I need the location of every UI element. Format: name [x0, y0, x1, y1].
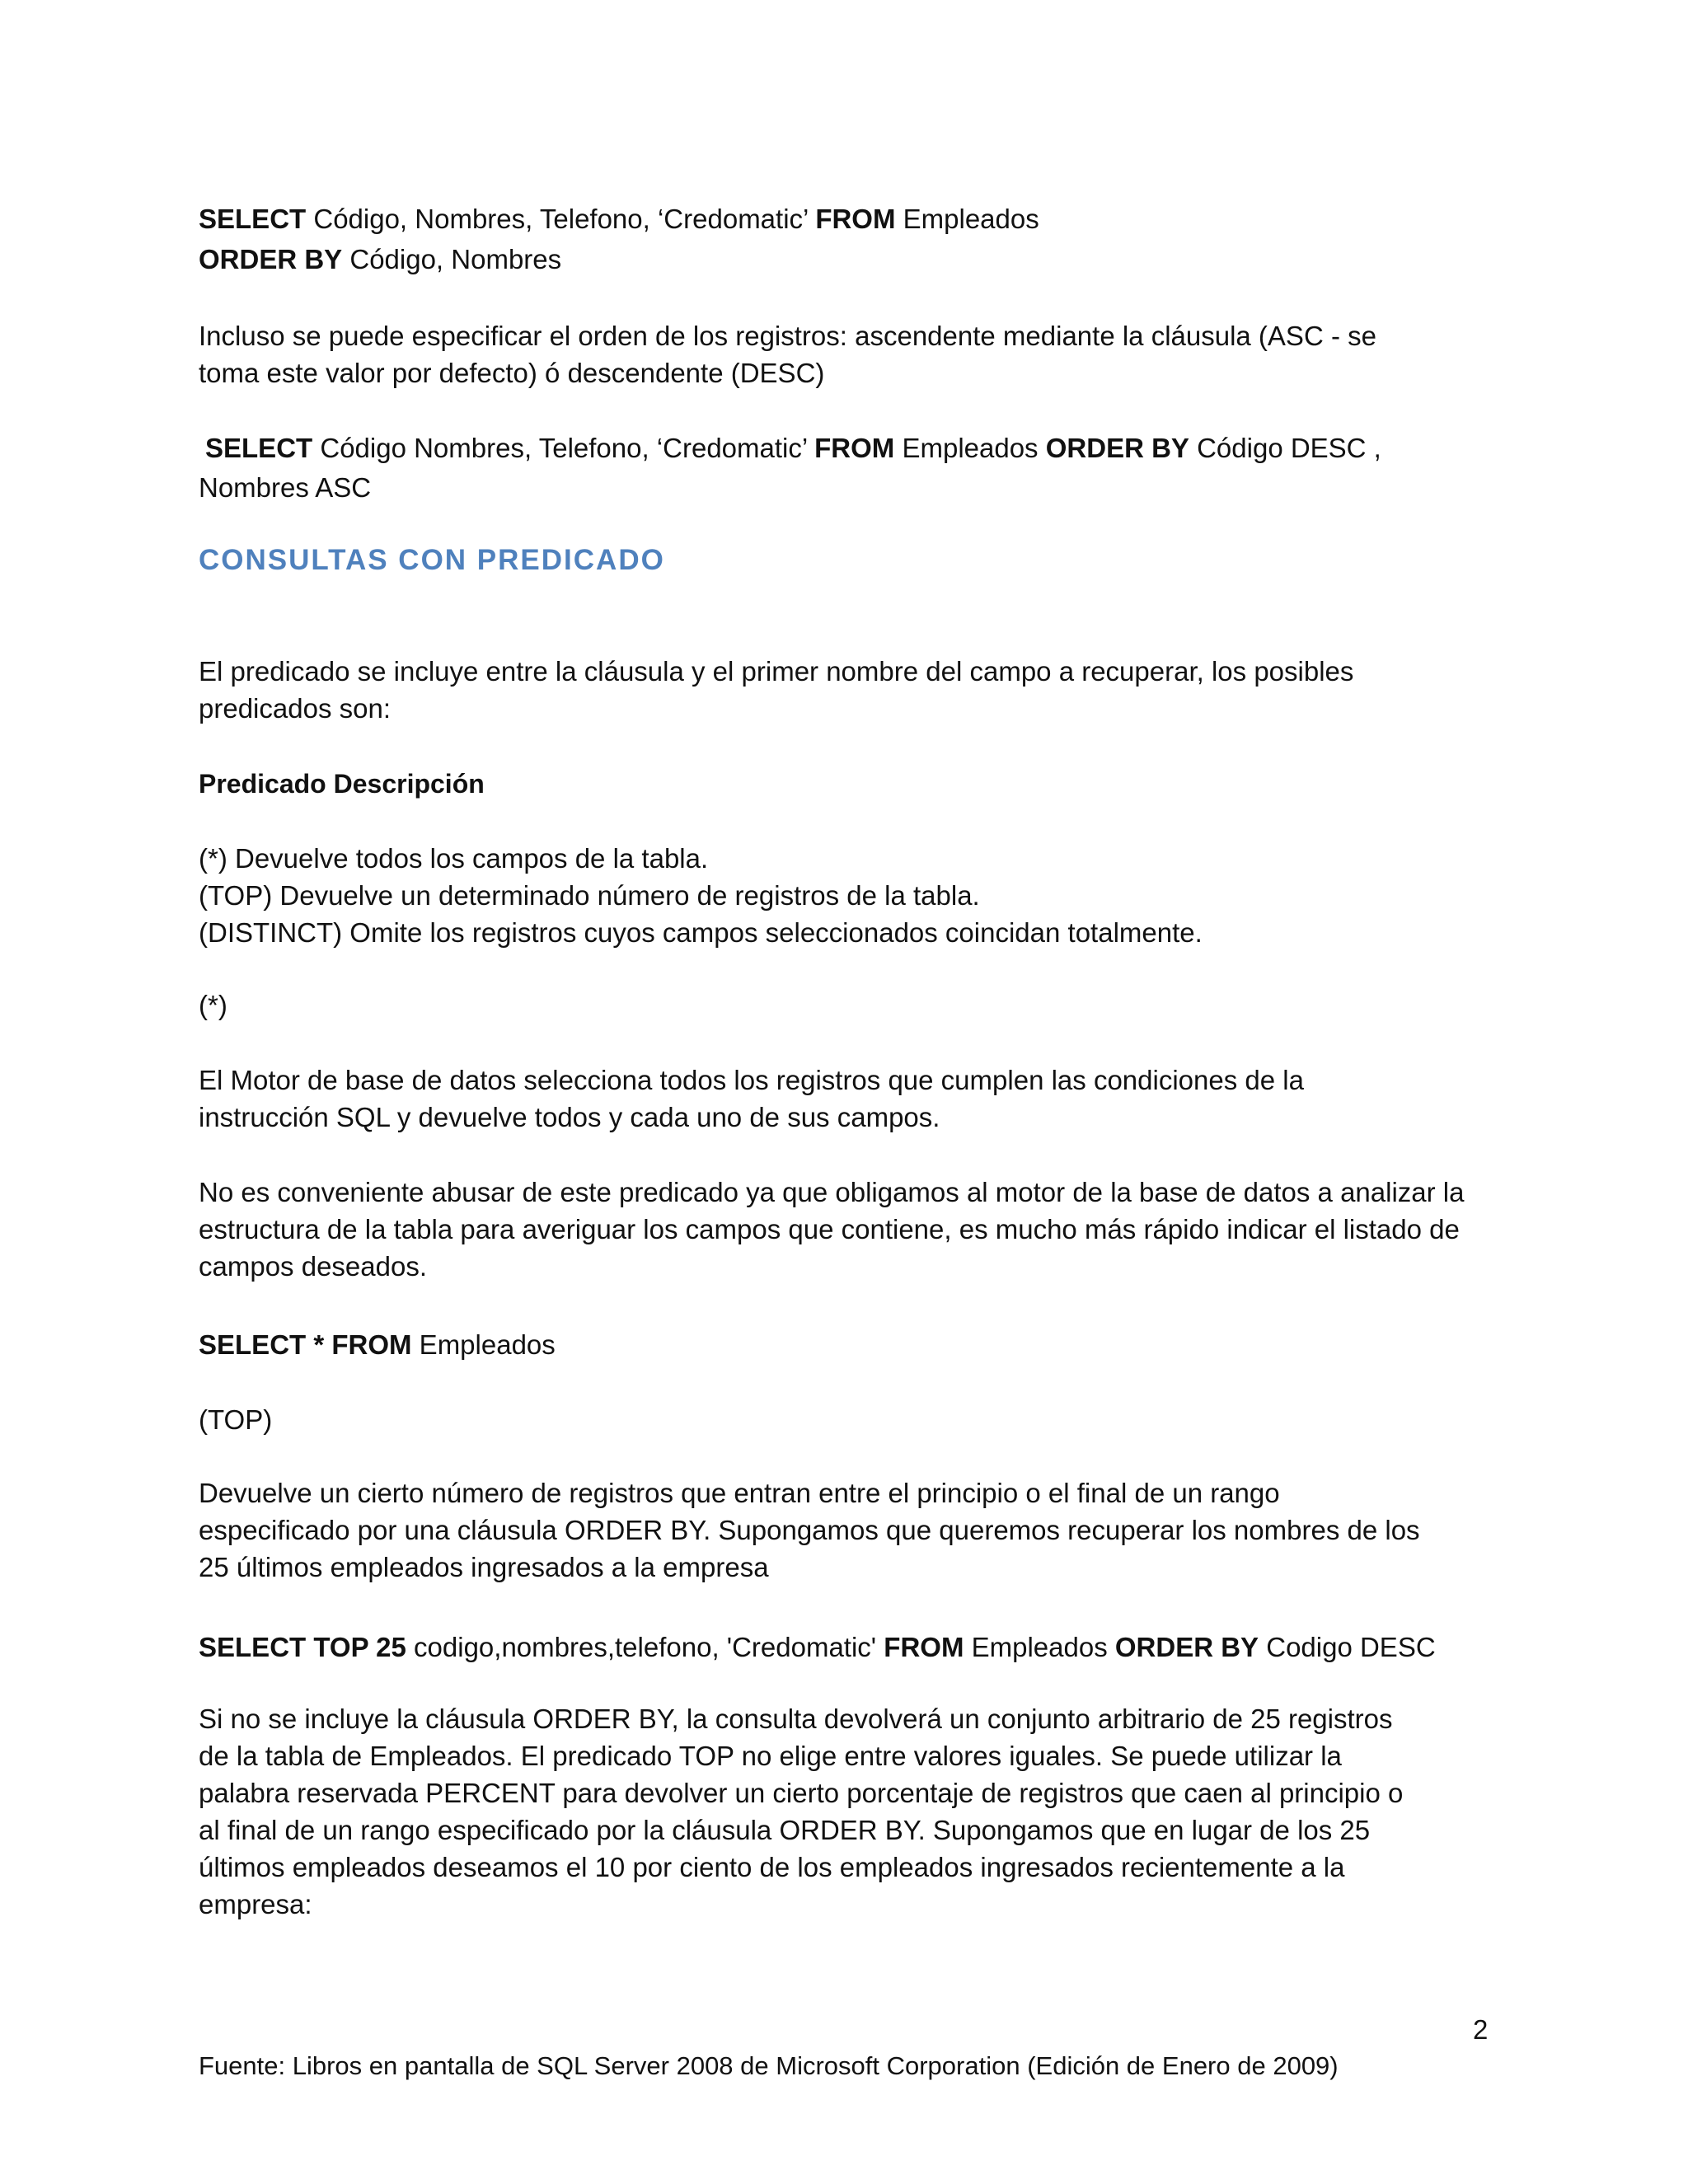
paragraph-line: al final de un rango especificado por la cláusula ORDER BY. Supongamos que en lugar de los 25 [199, 1815, 1371, 1845]
sql-text: Empleados [895, 204, 1039, 234]
paragraph-line: toma este valor por defecto) ó descendente (DESC) [199, 358, 825, 388]
sql-text: Codigo DESC [1259, 1632, 1436, 1662]
top-predicate-label: (TOP) [199, 1404, 273, 1435]
paragraph-line: instrucción SQL y devuelve todos y cada uno de sus campos. [199, 1102, 940, 1132]
paragraph-top [199, 1474, 1420, 1586]
sql-text: Código, Nombres [342, 244, 562, 274]
sql-text: Código, Nombres, Telefono, ‘Credomatic’ [306, 204, 816, 234]
paragraph-line: Si no se incluye la cláusula ORDER BY, la consulta devolverá un conjunto arbitrario de 25 registros [199, 1704, 1393, 1734]
predicate-item: (DISTINCT) Omite los registros cuyos campos seleccionados coincidan totalmente. [199, 917, 1203, 948]
sql-select-star-line [199, 1327, 556, 1363]
paragraph-line: 25 últimos empleados ingresados a la empresa [199, 1552, 769, 1582]
sql-text: Empleados [964, 1632, 1115, 1662]
sql-keyword: SELECT * FROM [199, 1329, 412, 1360]
sql-keyword: SELECT [205, 433, 313, 463]
sql-text: Código DESC , [1189, 433, 1381, 463]
predicate-list [199, 840, 1203, 951]
paragraph-motor [199, 1062, 1304, 1136]
sql-keyword: ORDER BY [1045, 433, 1189, 463]
sql-keyword: SELECT TOP 25 [199, 1632, 406, 1662]
paragraph-line: El Motor de base de datos selecciona todos los registros que cumplen las condiciones de la [199, 1065, 1304, 1095]
sql-continuation-line: Nombres ASC [199, 472, 372, 503]
sql-keyword: SELECT [199, 204, 307, 234]
paragraph-line: especificado por una cláusula ORDER BY. Supongamos que queremos recuperar los nombres de los [199, 1515, 1420, 1545]
paragraph-line: últimos empleados deseamos el 10 por ciento de los empleados ingresados recientemente a la [199, 1852, 1345, 1882]
sql-text: Empleados [894, 433, 1046, 463]
sql-text: Código Nombres, Telefono, ‘Credomatic’ [312, 433, 815, 463]
sql-keyword: ORDER BY [199, 244, 343, 274]
document-page [199, 0, 1517, 2184]
paragraph-abusar [199, 1174, 1464, 1285]
sql-select-desc-line [205, 430, 1381, 466]
paragraph-orden [199, 317, 1376, 391]
paragraph-line: No es conveniente abusar de este predicado ya que obligamos al motor de la base de datos a analizar la [199, 1177, 1465, 1207]
sql-select-top-line [199, 1629, 1436, 1666]
paragraph-orderby [199, 1700, 1403, 1923]
paragraph-line: estructura de la tabla para averiguar los campos que contiene, es mucho más rápido indicar el listado de [199, 1214, 1460, 1244]
sql-keyword: FROM [815, 204, 896, 234]
star-predicate-label: (*) [199, 990, 227, 1020]
sql-keyword: FROM [814, 433, 895, 463]
predicate-item: (TOP) Devuelve un determinado número de registros de la tabla. [199, 880, 980, 911]
sql-keyword: ORDER BY [1114, 1632, 1259, 1662]
paragraph-line: empresa: [199, 1889, 312, 1919]
page-number: 2 [1473, 2014, 1489, 2045]
paragraph-line: palabra reservada PERCENT para devolver un cierto porcentaje de registros que caen al principio o [199, 1778, 1404, 1808]
paragraph-line: Incluso se puede especificar el orden de los registros: ascendente mediante la cláusula (ASC - se [199, 321, 1376, 351]
paragraph-predicado [199, 653, 1353, 727]
sql-keyword: FROM [884, 1632, 964, 1662]
predicate-item: (*) Devuelve todos los campos de la tabla. [199, 843, 709, 874]
sql-text: codigo,nombres,telefono, 'Credomatic' [406, 1632, 884, 1662]
paragraph-line: El predicado se incluye entre la cláusula y el primer nombre del campo a recuperar, los posibles [199, 656, 1354, 687]
sql-text: Empleados [411, 1329, 556, 1360]
paragraph-line: campos deseados. [199, 1251, 428, 1282]
page-footer: Fuente: Libros en pantalla de SQL Server 2008 de Microsoft Corporation (Edición de Enero de 2009) [199, 2051, 1339, 2080]
section-heading: CONSULTAS CON PREDICADO [199, 544, 665, 576]
predicate-table-header: Predicado Descripción [199, 769, 485, 799]
sql-select-line [199, 201, 1039, 237]
sql-orderby-line [199, 241, 561, 278]
paragraph-line: Devuelve un cierto número de registros que entran entre el principio o el final de un rango [199, 1478, 1280, 1508]
paragraph-line: de la tabla de Empleados. El predicado TOP no elige entre valores iguales. Se puede utilizar la [199, 1741, 1342, 1771]
paragraph-line: predicados son: [199, 693, 391, 724]
